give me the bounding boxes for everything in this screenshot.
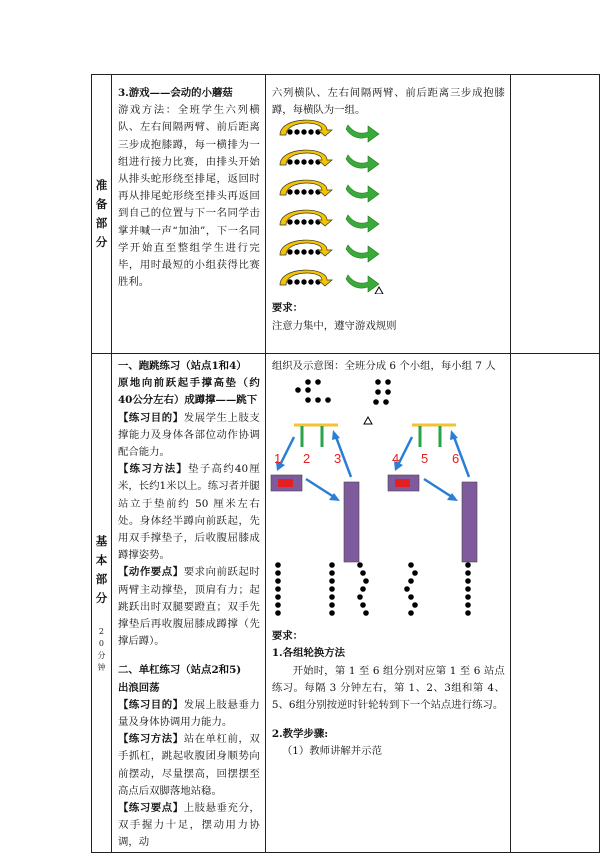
relay-row — [280, 270, 379, 292]
ex1-subtitle: 原地向前跃起手撑高垫（约 40公分左右）成蹲撑——跳下 — [117, 377, 260, 407]
prep-req-text: 注意力集中，遵守游戏规则 — [271, 319, 397, 332]
ex2-points-label: 【练习要点】 — [117, 802, 184, 815]
long-mat — [462, 482, 477, 562]
ex2-title: 二、单杠练习（站点2和5) — [117, 664, 242, 677]
ex1-points-label: 【动作要点】 — [117, 566, 184, 579]
station-label: 1 — [273, 451, 282, 467]
relay-row — [280, 210, 379, 232]
station-label: 6 — [451, 451, 460, 467]
green-turn-arrow-icon — [346, 245, 379, 262]
game-title: 3.游戏——会动的小蘑菇 — [117, 87, 233, 99]
green-turn-arrow-icon — [346, 185, 379, 202]
prep-organization-cell — [265, 75, 510, 354]
teacher-triangle-icon — [364, 417, 372, 424]
mat-marker — [395, 479, 410, 487]
station-label: 2 — [302, 451, 311, 467]
ex1-method: 垫子高约40厘米，长约1米以上。练习者并腿站立于垫前约 50 厘米左右处。身体经半蹲向前跃起，先用双手撑垫子，后收腹屈膝成蹲撑姿势。 — [117, 463, 260, 562]
basic-content-cell — [111, 354, 265, 853]
green-turn-arrow-icon — [346, 125, 379, 142]
basic-section-label: 基本部分 — [95, 533, 108, 605]
green-turn-arrow-icon — [346, 215, 379, 232]
teacher-triangle-icon — [375, 287, 383, 294]
station-label: 3 — [333, 451, 342, 467]
green-turn-arrow-icon — [346, 275, 379, 292]
basic-time-label: 20分钟 — [97, 626, 106, 672]
basic-section-cell — [92, 354, 112, 853]
basic-row — [92, 354, 600, 853]
steps-title: 2.教学步骤: — [271, 728, 329, 741]
rotation-text: 开始时，第 1 至 6 组分别对应第 1 至 6 站点练习。每隔 3 分钟左右，第 1、2、3组和第 4、5、6组分别按逆时针轮转到下一个站点进行练习。 — [271, 664, 505, 712]
game-method: 游戏方法：全班学生六列横队、左右间隔两臂、前后距离三步成抱膝蹲，每一横排为一组进行接力比赛，由排头开始从排头蛇形绕至排尾，返回时再从排尾蛇形绕至排头再返回到自己的位置与下一名同学击掌并喊一声“加油”，下一名同学开始直至整组学生进行完毕，用时最短的小组获得比赛胜利。 — [117, 104, 260, 289]
station-label: 5 — [420, 451, 429, 467]
station-set-left — [271, 425, 359, 562]
prep-req-title: 要求： — [271, 302, 303, 315]
relay-rows — [280, 120, 379, 292]
ex1-method-label: 【练习方法】 — [117, 463, 189, 476]
ex1-points: 要求向前跃起时两臂主动撑垫，顶肩有力；起跳跃出时双腿要蹬直；双手先撑垫后再收腹屈膝成蹲撑（先撑后蹲）。 — [117, 566, 260, 648]
ex2-method-label: 【练习方法】 — [117, 733, 184, 746]
relay-row — [280, 180, 379, 202]
prep-section-label: 准备部分 — [95, 178, 108, 249]
station-diagram — [266, 375, 510, 620]
ex1-goal-label: 【练习目的】 — [117, 411, 184, 424]
relay-row — [280, 240, 379, 262]
rotation-title: 1.各组轮换方法 — [271, 647, 346, 660]
ex2-method: 站在单杠前，双手抓杠，跳起收腹团身顺势向前摆动，尽量摆高，回摆摆至高点后双脚落地站稳。 — [117, 733, 260, 797]
station-set-right — [388, 425, 477, 562]
org-text: 组织及示意图：全班分成 6 个小组，每小组 7 人 — [271, 360, 496, 372]
student-columns — [275, 562, 471, 616]
relay-row — [280, 120, 379, 142]
ex1-goal: 发展学生上肢支撑能力及身体各部位动作协调配合能力。 — [117, 411, 260, 459]
prep-blank-cell — [510, 75, 599, 354]
prep-section-cell — [92, 75, 112, 354]
station-label: 4 — [391, 451, 400, 467]
step-1: （1）教师讲解并示范 — [281, 745, 382, 758]
ex1-title: 一、跑跳练习（站点1和4） — [117, 360, 247, 372]
prep-content-cell — [111, 75, 265, 354]
game-diagram — [266, 119, 510, 294]
ex2-subtitle: 出浪回荡 — [117, 681, 160, 694]
ex2-points: 上肢悬垂充分，双手握力十足，摆动用力协调，动 — [117, 802, 260, 849]
basic-organization-cell — [265, 354, 510, 853]
mat-marker — [278, 479, 293, 487]
basic-blank-cell — [510, 354, 599, 853]
lesson-plan-table — [91, 74, 600, 853]
relay-row — [280, 150, 379, 172]
long-mat — [344, 482, 359, 562]
prep-row — [92, 75, 600, 354]
basic-req-title: 要求： — [271, 630, 303, 643]
ex2-goal: 发展上肢悬垂力量及身体协调用力能力。 — [117, 698, 260, 729]
formation-text: 六列横队、左右间隔两臂、前后距离三步成抱膝蹲，每横队为一组。 — [271, 87, 505, 117]
green-turn-arrow-icon — [346, 155, 379, 172]
waiting-groups — [295, 379, 391, 405]
ex2-goal-label: 【练习目的】 — [117, 698, 184, 711]
